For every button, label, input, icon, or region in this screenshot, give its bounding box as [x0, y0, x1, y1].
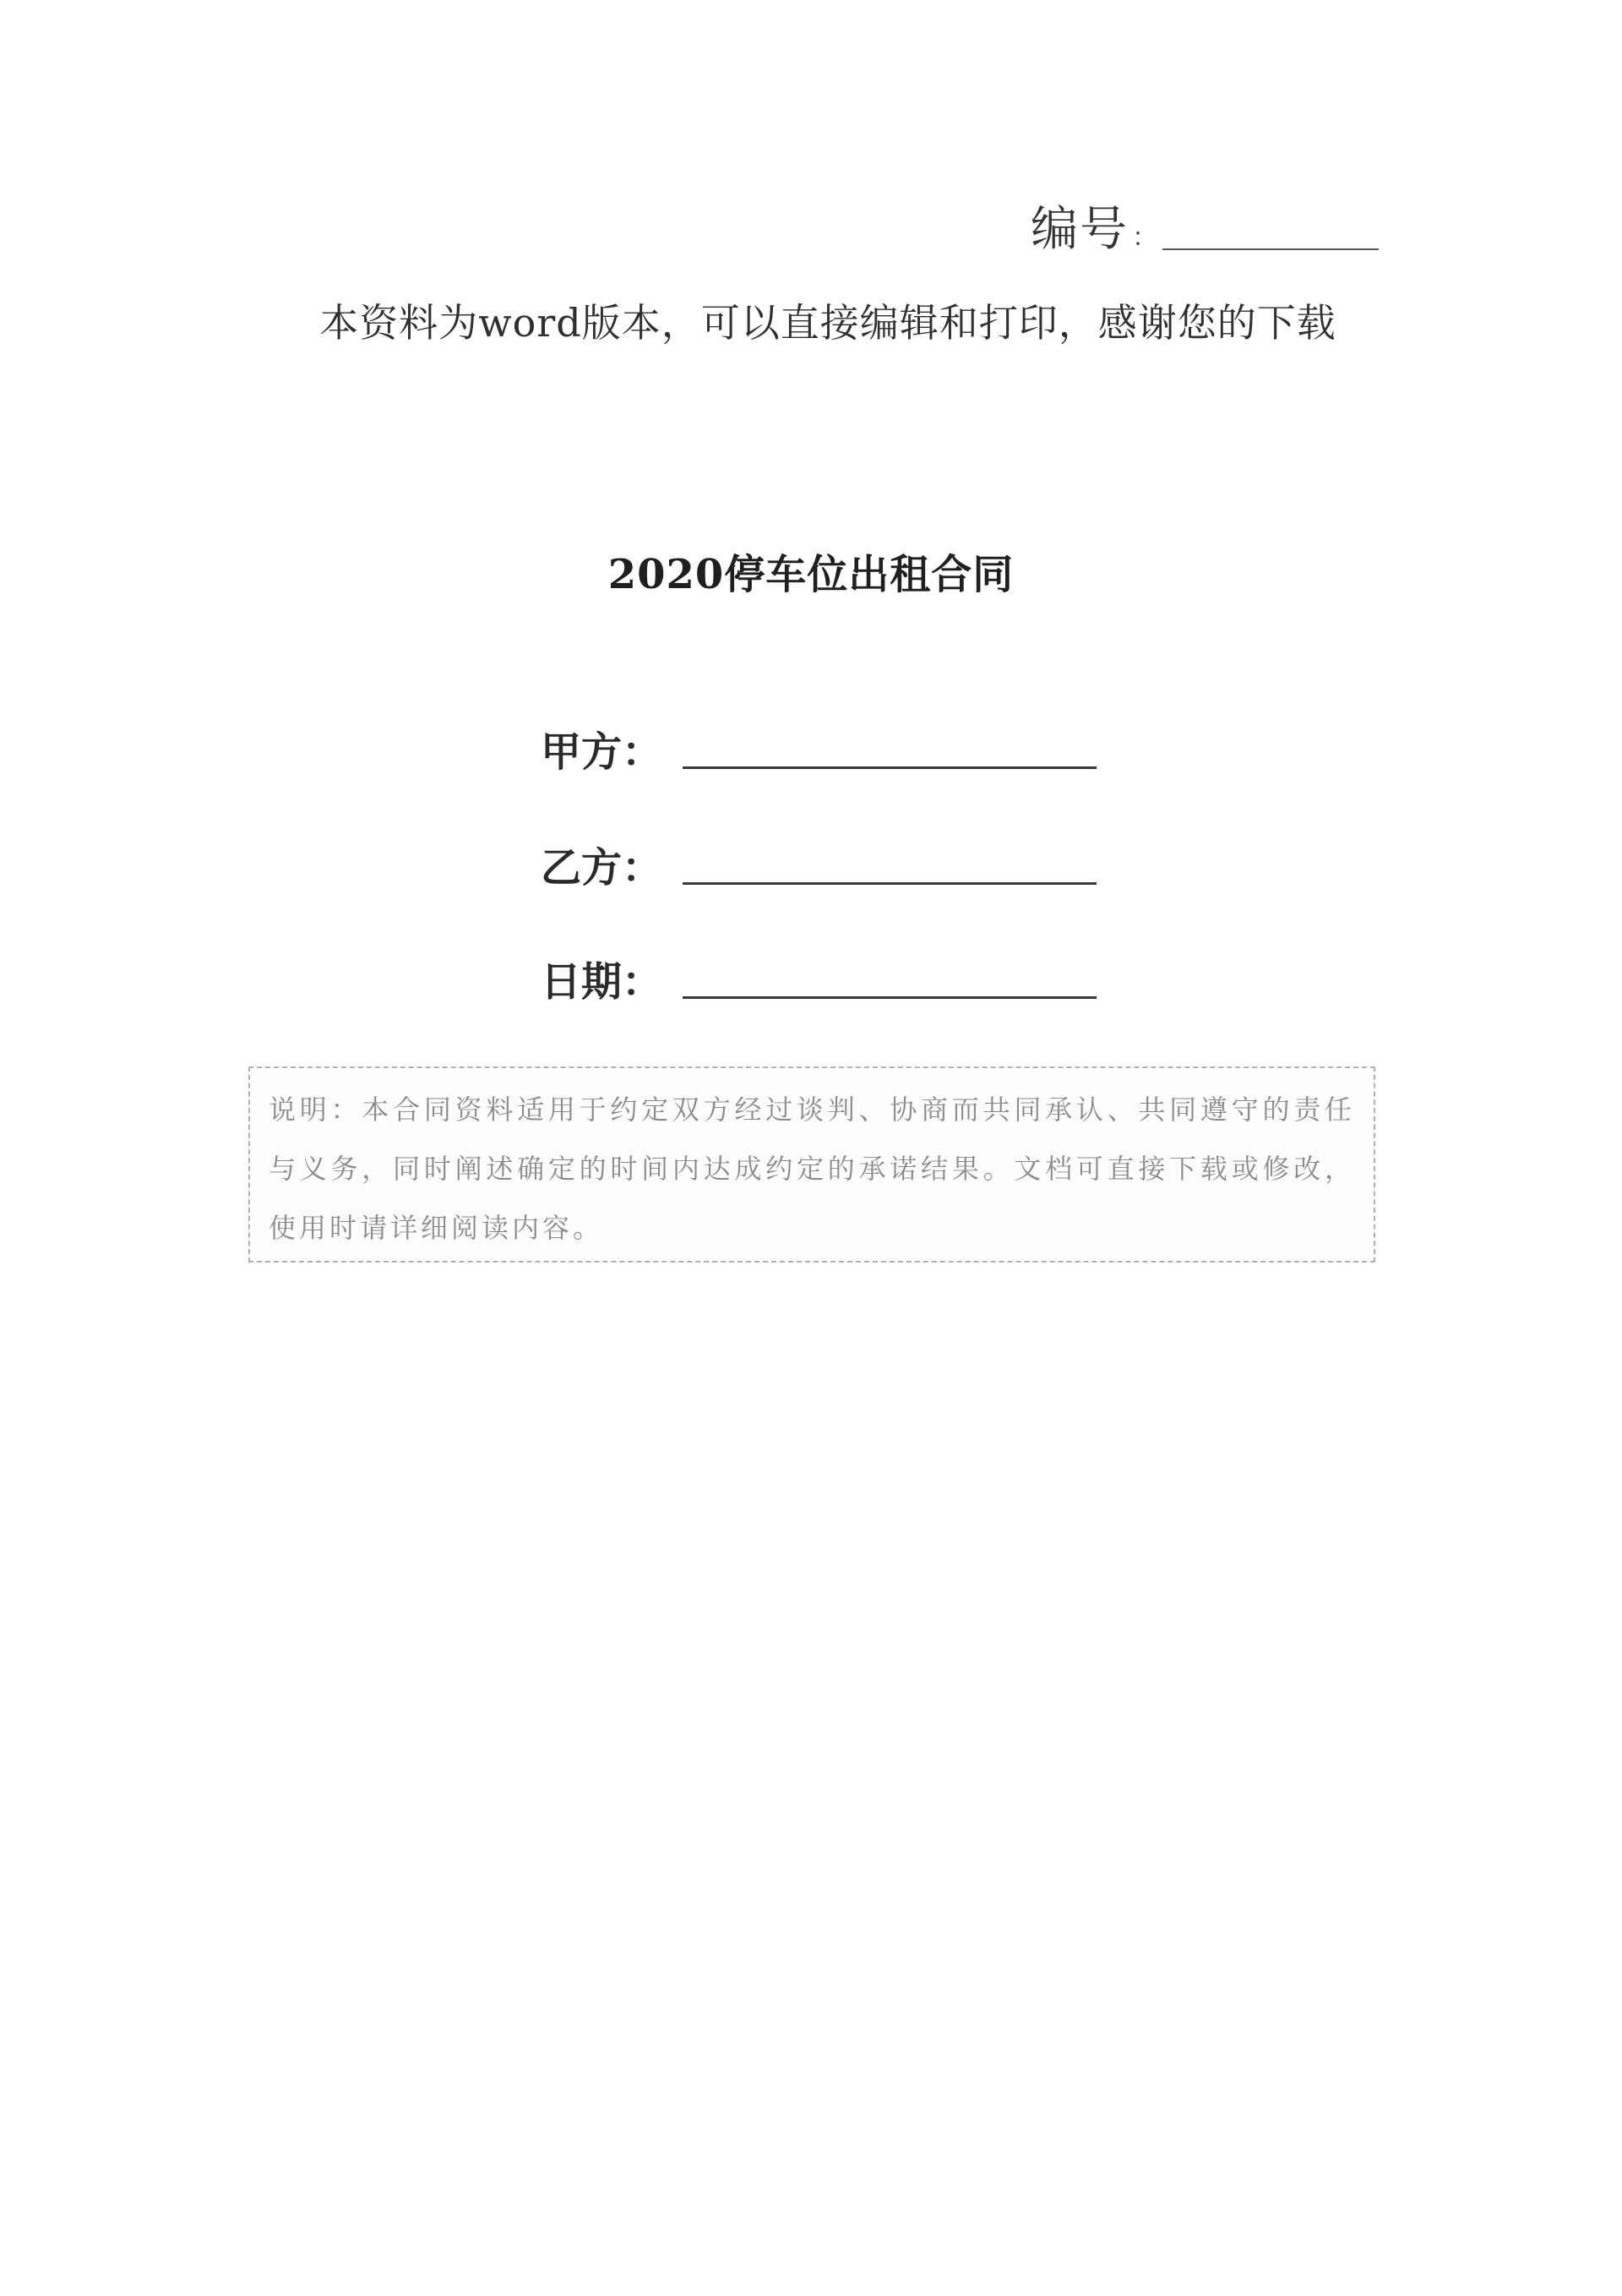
date-blank	[683, 988, 1097, 999]
download-notice: 本资料为word版本，可以直接编辑和打印，感谢您的下载	[319, 300, 1336, 346]
document-title: 2020停车位出租合同	[607, 551, 1015, 598]
party-a-label: 甲方：	[541, 728, 663, 776]
serial-number-blank	[1162, 240, 1379, 250]
serial-number-colon: ：	[1132, 223, 1157, 253]
party-b-field	[541, 839, 1097, 893]
serial-number-line	[1031, 196, 1379, 255]
party-b-label: 乙方：	[541, 844, 663, 892]
serial-number-label: 编号	[1031, 202, 1129, 257]
description-text: 说明：本合同资料适用于约定双方经过谈判、协商而共同承认、共同遵守的责任与义务，同时阐述确定的时间内达成约定的承诺结果。文档可直接下载或修改，使用时请详细阅读内容。	[269, 1093, 1355, 1244]
date-label: 日期：	[541, 958, 663, 1006]
party-b-blank	[683, 874, 1097, 885]
date-field	[541, 953, 1097, 1007]
party-a-blank	[683, 758, 1097, 769]
party-a-field	[541, 723, 1097, 777]
description-box	[248, 1066, 1375, 1263]
